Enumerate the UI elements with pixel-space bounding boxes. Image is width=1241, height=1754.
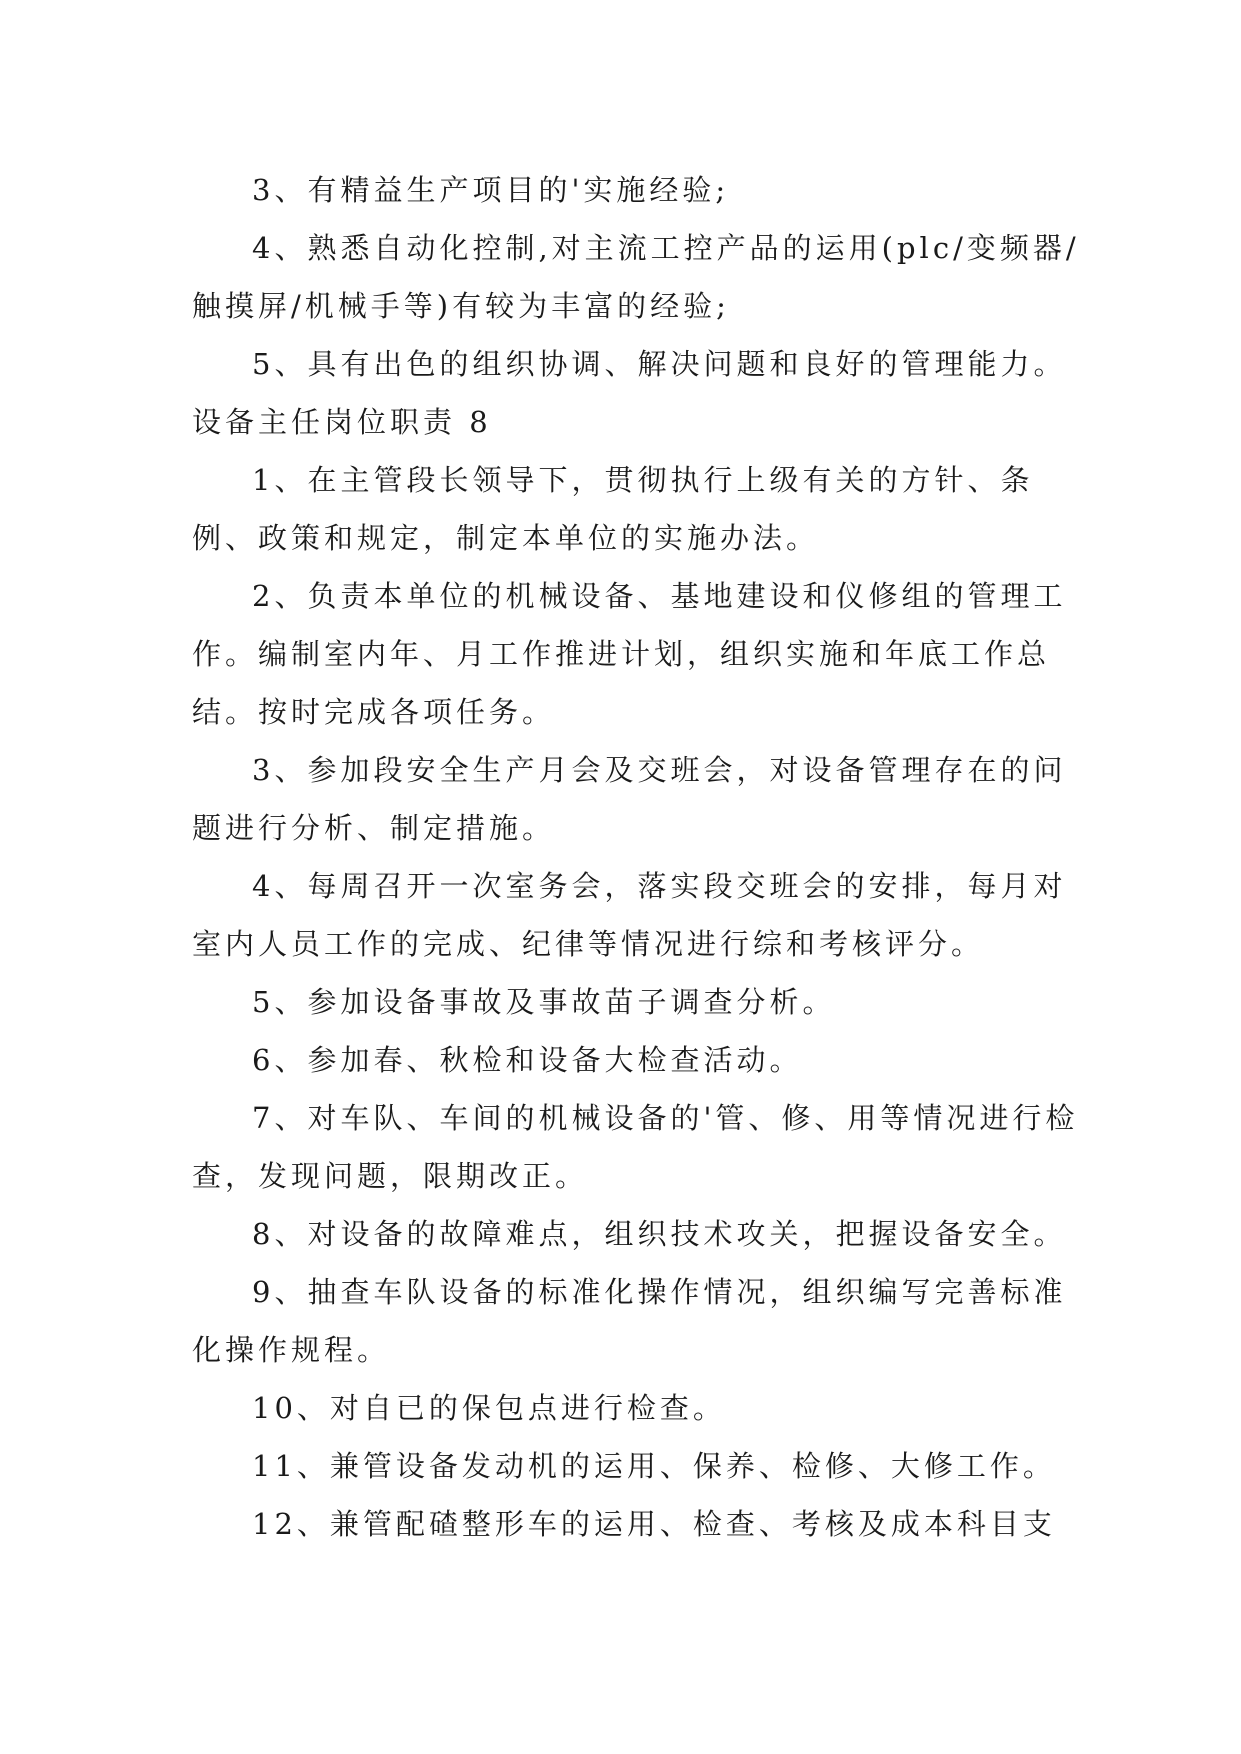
list-item: 4、每周召开一次室务会，落实段交班会的安排，每月对室内人员工作的完成、纪律等情况进行综和考核评分。 (192, 869, 1067, 961)
list-item: 11、兼管设备发动机的运用、保养、检修、大修工作。 (252, 1449, 1056, 1483)
list-item: 5、具有出色的组织协调、解决问题和良好的管理能力。 (252, 347, 1067, 381)
list-item: 7、对车队、车间的机械设备的'管、修、用等情况进行检查，发现问题，限期改正。 (192, 1101, 1079, 1193)
list-item: 2、负责本单位的机械设备、基地建设和仪修组的管理工作。编制室内年、月工作推进计划，组织实施和年底工作总结。按时完成各项任务。 (192, 579, 1067, 729)
list-item: 3、有精益生产项目的'实施经验; (252, 173, 730, 207)
list-item: 3、参加段安全生产月会及交班会，对设备管理存在的问题进行分析、制定措施。 (192, 753, 1067, 845)
list-item: 5、参加设备事故及事故苗子调查分析。 (252, 985, 836, 1019)
document-body (192, 161, 1082, 1553)
list-item: 10、对自已的保包点进行检查。 (252, 1391, 726, 1425)
list-item: 1、在主管段长领导下，贯彻执行上级有关的方针、条例、政策和规定，制定本单位的实施办法。 (192, 463, 1034, 555)
list-item: 9、抽查车队设备的标准化操作情况，组织编写完善标准化操作规程。 (192, 1275, 1067, 1367)
list-item: 8、对设备的故障难点，组织技术攻关，把握设备安全。 (252, 1217, 1067, 1251)
section-heading: 设备主任岗位职责 8 (192, 405, 492, 439)
list-item: 12、兼管配碴整形车的运用、检查、考核及成本科目支 (252, 1507, 1056, 1541)
list-item: 6、参加春、秋检和设备大检查活动。 (252, 1043, 803, 1077)
list-item: 4、熟悉自动化控制,对主流工控产品的运用(plc/变频器/触摸屏/机械手等)有较为丰富的经验; (192, 231, 1080, 323)
